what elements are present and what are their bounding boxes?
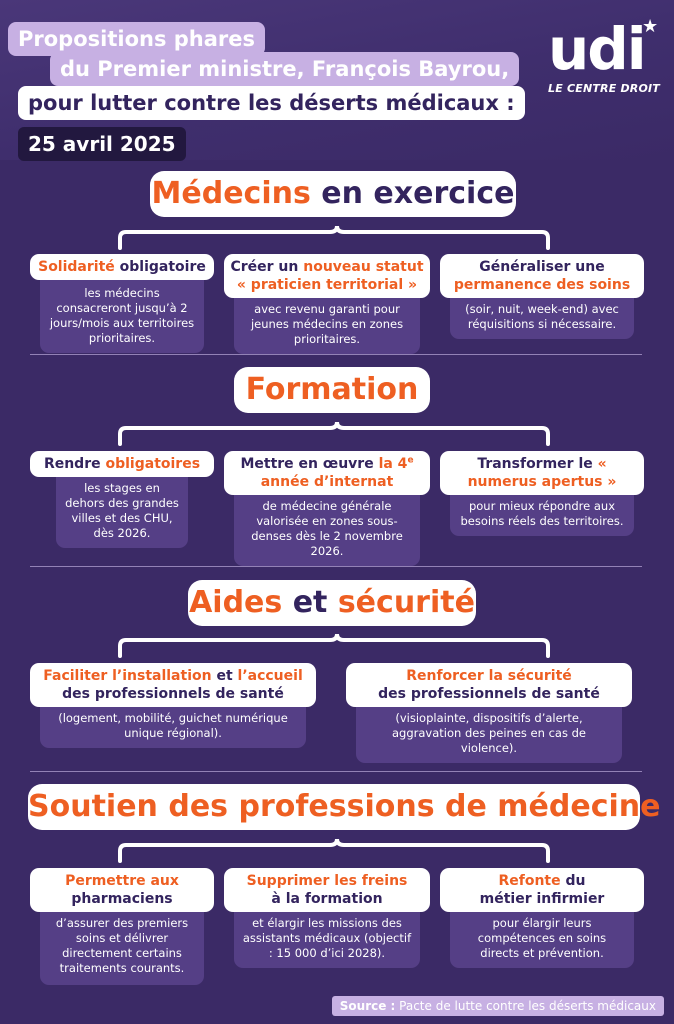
card-heading-rest: à la formation <box>271 891 383 907</box>
card-heading-pre: Généraliser une <box>479 259 605 275</box>
card-body: de médecine générale valorisée en zones sous-denses dès le 2 novembre 2026. <box>234 491 420 566</box>
source-text: Pacte de lutte contre les déserts médicaux <box>395 999 656 1013</box>
card-body: les stages en dehors des grandes villes et des CHU, dès 2026. <box>56 473 188 548</box>
card-heading-rest: des professionnels de santé <box>378 686 600 702</box>
card-heading <box>224 451 430 495</box>
card-body: (visioplainte, dispositifs d’alerte, aggravation des peines en cas de violence). <box>356 703 622 763</box>
card-heading-rest: métier infirmier <box>479 891 605 907</box>
source-note <box>332 996 664 1016</box>
section-divider <box>30 354 642 355</box>
card-heading-mid: du <box>560 873 586 889</box>
card-heading-rest: des professionnels de santé <box>62 686 284 702</box>
card-heading-accent: « numerus apertus » <box>467 456 617 490</box>
card-freins <box>224 868 430 968</box>
bracket-connector <box>100 837 574 867</box>
card-solidarite <box>30 254 214 353</box>
card-heading <box>224 868 430 912</box>
section-title-medecins <box>150 171 516 217</box>
header-title-line3: pour lutter contre les déserts médicaux : <box>18 86 525 120</box>
card-body: avec revenu garanti pour jeunes médecins en zones prioritaires. <box>234 294 420 354</box>
card-internat <box>224 451 430 566</box>
card-body: (logement, mobilité, guichet numérique unique régional). <box>40 703 306 748</box>
card-heading <box>440 868 644 912</box>
udi-logo <box>548 15 666 114</box>
card-heading-accent-b: année d’internat <box>260 474 394 490</box>
card-heading-rest: pharmaciens <box>71 891 173 907</box>
card-body: pour élargir leurs compétences en soins directs et prévention. <box>450 908 634 968</box>
card-stages <box>30 451 214 548</box>
card-installation <box>30 663 316 748</box>
section-title-accent: Formation <box>245 372 419 407</box>
card-heading-accent: Faciliter l’installation <box>43 668 212 684</box>
card-heading-pre: Créer un <box>230 259 304 275</box>
card-body: et élargir les missions des assistants médicaux (objectif : 15 000 d’ici 2028). <box>234 908 420 968</box>
card-heading <box>30 868 214 912</box>
star-icon: ★ <box>642 16 659 37</box>
card-heading <box>30 663 316 707</box>
section-title-accent: Médecins <box>151 176 311 211</box>
section-title-rest: en exercice <box>310 176 515 211</box>
source-label: Source : <box>339 999 396 1013</box>
section-title-soutien <box>28 784 661 830</box>
bracket-connector <box>100 632 574 662</box>
card-pharmaciens <box>30 868 214 985</box>
card-heading-accent: Permettre aux <box>65 873 179 889</box>
card-heading-pre: Mettre en œuvre <box>240 456 379 472</box>
card-heading-sup: e <box>407 455 414 466</box>
card-heading-accent: Supprimer les freins <box>246 873 408 889</box>
section-divider <box>30 566 642 567</box>
section-title-formation <box>234 367 430 413</box>
card-heading-accent: Renforcer la sécurité <box>406 668 572 684</box>
card-heading <box>30 451 214 477</box>
card-securite <box>346 663 632 763</box>
card-heading-pre: Rendre <box>43 456 106 472</box>
bracket-connector <box>100 224 574 254</box>
card-body: (soir, nuit, week-end) avec réquisitions si nécessaire. <box>450 294 634 339</box>
card-statut <box>224 254 430 354</box>
card-heading-accent2: l’accueil <box>237 668 303 684</box>
card-body: pour mieux répondre aux besoins réels des territoires. <box>450 491 634 536</box>
card-body: les médecins consacreront jusqu’à 2 jours/mois aux territoires prioritaires. <box>40 276 204 353</box>
section-title-mid: et <box>282 585 338 620</box>
section-title-aides <box>188 580 476 626</box>
header-title-line1: Propositions phares <box>8 22 265 56</box>
card-heading-accent: Refonte <box>498 873 561 889</box>
date-badge: 25 avril 2025 <box>18 127 186 161</box>
card-heading <box>440 254 644 298</box>
bracket-connector <box>100 420 574 450</box>
card-heading-mid: et <box>211 668 238 684</box>
card-heading-accent: nouveau statut « praticien territorial » <box>236 259 424 293</box>
section-title-accent: Aides <box>189 585 283 620</box>
header-title-line2: du Premier ministre, François Bayrou, <box>50 52 519 86</box>
card-infirmier <box>440 868 644 968</box>
logo-word: udi <box>548 15 645 83</box>
card-heading-accent: Solidarité <box>38 259 115 275</box>
card-heading-accent: obligatoires <box>105 456 201 472</box>
card-heading-accent-a: la 4 <box>378 456 408 472</box>
section-divider <box>30 771 642 772</box>
card-body: d’assurer des premiers soins et délivrer directement certains traitements courants. <box>40 908 204 985</box>
card-numerus <box>440 451 644 536</box>
card-heading <box>346 663 632 707</box>
section-title-accent2: sécurité <box>337 585 475 620</box>
section-title-accent: Soutien des professions de médecine <box>28 789 661 824</box>
card-permanence <box>440 254 644 339</box>
card-heading-accent: permanence des soins <box>453 277 631 293</box>
card-heading <box>440 451 644 495</box>
logo-subtitle: LE CENTRE DROIT <box>548 82 661 95</box>
card-heading <box>30 254 214 280</box>
card-heading-rest: obligatoire <box>114 259 206 275</box>
card-heading-pre: Transformer le <box>477 456 598 472</box>
card-heading <box>224 254 430 298</box>
